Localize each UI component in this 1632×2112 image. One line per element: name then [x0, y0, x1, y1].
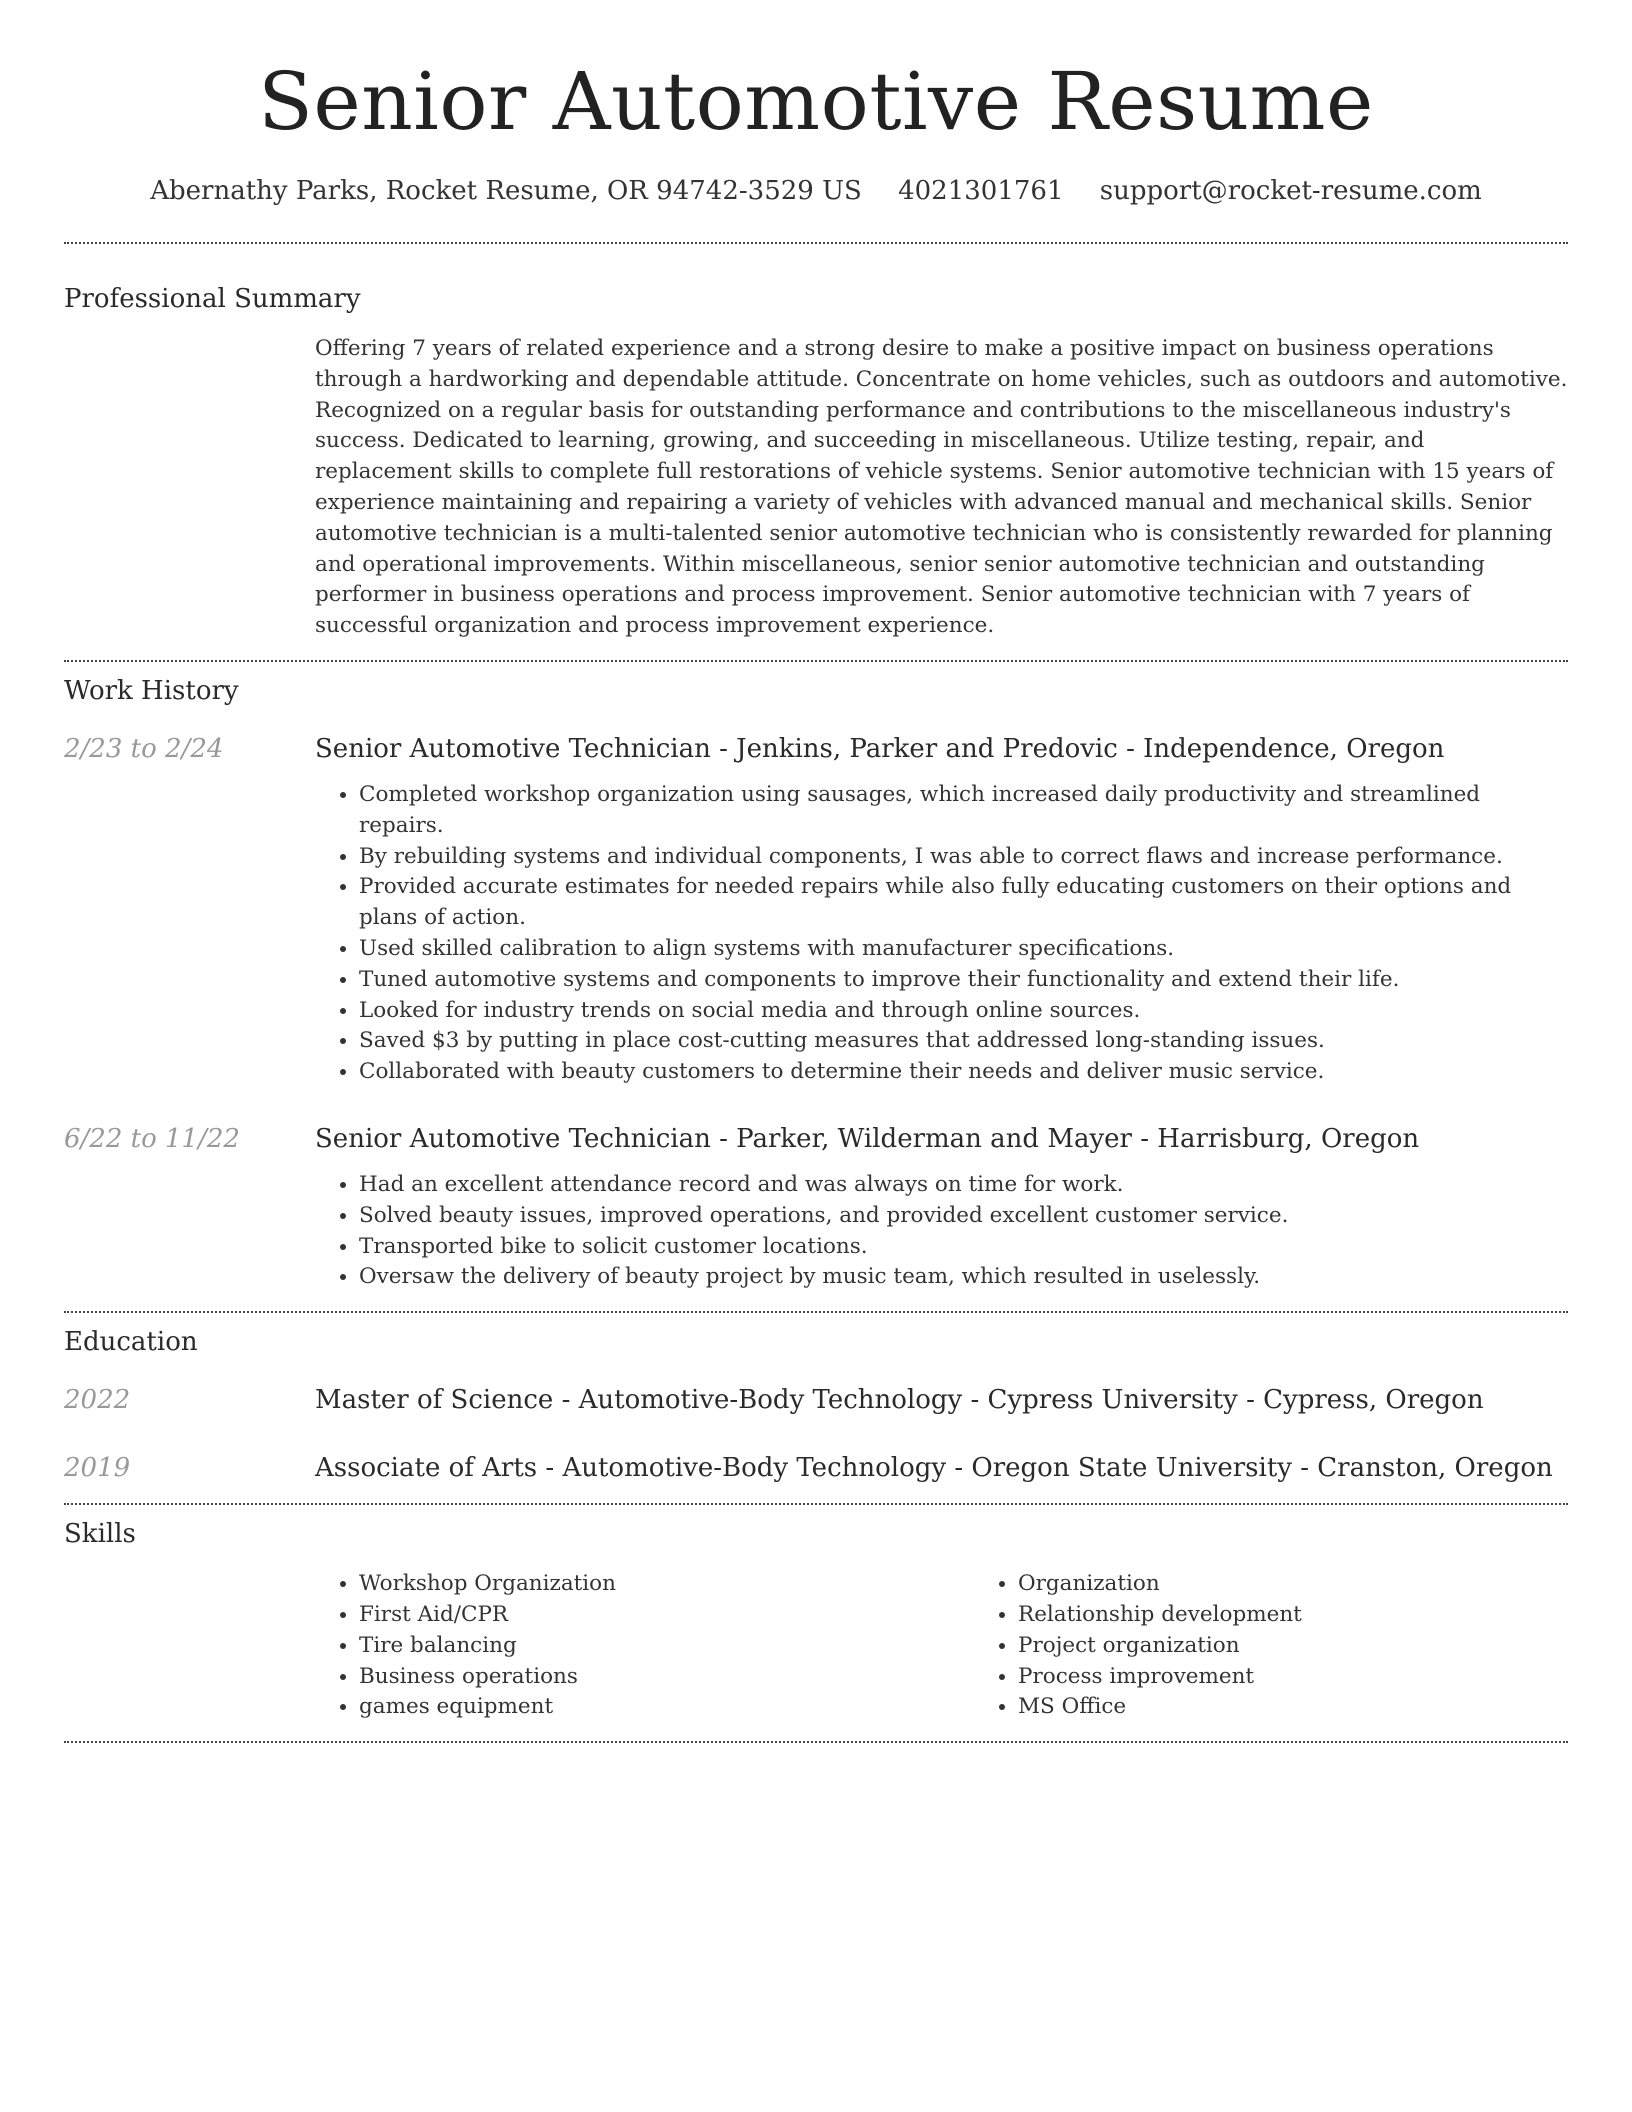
skill-item: • Relationship development	[1018, 1600, 1632, 1631]
job-entry	[64, 732, 1568, 1088]
skill-item: • Organization	[1018, 1569, 1632, 1600]
job-duty: • Solved beauty issues, improved operations, and provided excellent customer service.	[359, 1201, 1568, 1232]
education-degree: Master of Science - Automotive-Body Technology - Cypress University - Cypress, Oregon	[315, 1385, 1484, 1416]
contact-email: support@rocket-resume.com	[1099, 176, 1482, 206]
job-duties	[315, 780, 1568, 1088]
job-duties	[315, 1170, 1568, 1293]
work-history-heading: Work History	[64, 675, 239, 706]
job-duty: • Used skilled calibration to align systems with manufacturer specifications.	[359, 934, 1568, 965]
education-entry	[64, 1451, 1568, 1485]
job-duty: • Had an excellent attendance record and was always on time for work.	[359, 1170, 1568, 1201]
skill-item: • Tire balancing	[359, 1631, 974, 1662]
summary-section	[64, 244, 1568, 642]
education-entry	[64, 1383, 1568, 1417]
job-duty: • Collaborated with beauty customers to determine their needs and deliver music service.	[359, 1057, 1568, 1088]
education-year: 2022	[64, 1385, 131, 1416]
contact-phone: 4021301761	[898, 176, 1064, 206]
job-duty: • Saved $3 by putting in place cost-cutting measures that addressed long-standing issues.	[359, 1026, 1568, 1057]
skills-list-right	[974, 1569, 1632, 1723]
skill-item: • Workshop Organization	[359, 1569, 974, 1600]
job-dates: 6/22 to 11/22	[64, 1123, 240, 1154]
work-history-section	[64, 662, 1568, 1293]
resume-title: Senior Automotive Resume	[258, 55, 1374, 148]
job-title: Senior Automotive Technician - Jenkins, Parker and Predovic - Independence, Oregon	[315, 733, 1445, 764]
job-duty: • Completed workshop organization using sausages, which increased daily productivity and streamlined repairs.	[359, 780, 1568, 842]
job-duty: • Oversaw the delivery of beauty project by music team, which resulted in uselessly.	[359, 1262, 1568, 1293]
education-degree: Associate of Arts - Automotive-Body Technology - Oregon State University - Cranston, Oregon	[315, 1453, 1553, 1484]
job-duty: • Transported bike to solicit customer locations.	[359, 1232, 1568, 1263]
skill-item: • games equipment	[359, 1692, 974, 1723]
skills-list-left	[315, 1569, 974, 1723]
job-entry	[64, 1122, 1568, 1293]
skill-item: • Process improvement	[1018, 1662, 1632, 1693]
summary-text: Offering 7 years of related experience and a strong desire to make a positive impact on business operations through a hardworking and dependable attitude. Concentrate on home vehicles, such as outdoors and automotive. Recognized on a regular basis for outstanding performance and contributions to the miscellaneous industry's success. Dedicated to learning, growing, and succeeding in miscellaneous. Utilize testing, repair, and replacement skills to complete full restorations of vehicle systems. Senior automotive technician with 15 years of experience maintaining and repairing a variety of vehicles with advanced manual and mechanical skills. Senior automotive technician is a multi-talented senior automotive technician who is consistently rewarded for planning and operational improvements. Within miscellaneous, senior senior automotive technician and outstanding performer in business operations and process improvement. Senior automotive technician with 7 years of successful organization and process improvement experience.	[315, 336, 1568, 639]
education-heading: Education	[64, 1327, 198, 1358]
job-duty: • Looked for industry trends on social media and through online sources.	[359, 996, 1568, 1027]
contact-line	[64, 174, 1568, 208]
job-duty: • Tuned automotive systems and components to improve their functionality and extend their life.	[359, 965, 1568, 996]
job-dates: 2/23 to 2/24	[64, 733, 224, 764]
job-duty: • Provided accurate estimates for needed repairs while also fully educating customers on their options and plans of action.	[359, 872, 1568, 934]
education-section	[64, 1313, 1568, 1485]
skills-section	[64, 1505, 1568, 1723]
skill-item: • MS Office	[1018, 1692, 1632, 1723]
section-divider	[64, 1741, 1568, 1743]
job-title: Senior Automotive Technician - Parker, Wilderman and Mayer - Harrisburg, Oregon	[315, 1123, 1420, 1154]
job-duty: • By rebuilding systems and individual components, I was able to correct flaws and increase performance.	[359, 842, 1568, 873]
education-year: 2019	[64, 1453, 131, 1484]
summary-heading: Professional Summary	[64, 284, 361, 314]
skill-item: • Project organization	[1018, 1631, 1632, 1662]
contact-address: Abernathy Parks, Rocket Resume, OR 94742-3529 US	[150, 176, 862, 206]
skills-heading: Skills	[64, 1519, 136, 1550]
skill-item: • First Aid/CPR	[359, 1600, 974, 1631]
skill-item: • Business operations	[359, 1662, 974, 1693]
